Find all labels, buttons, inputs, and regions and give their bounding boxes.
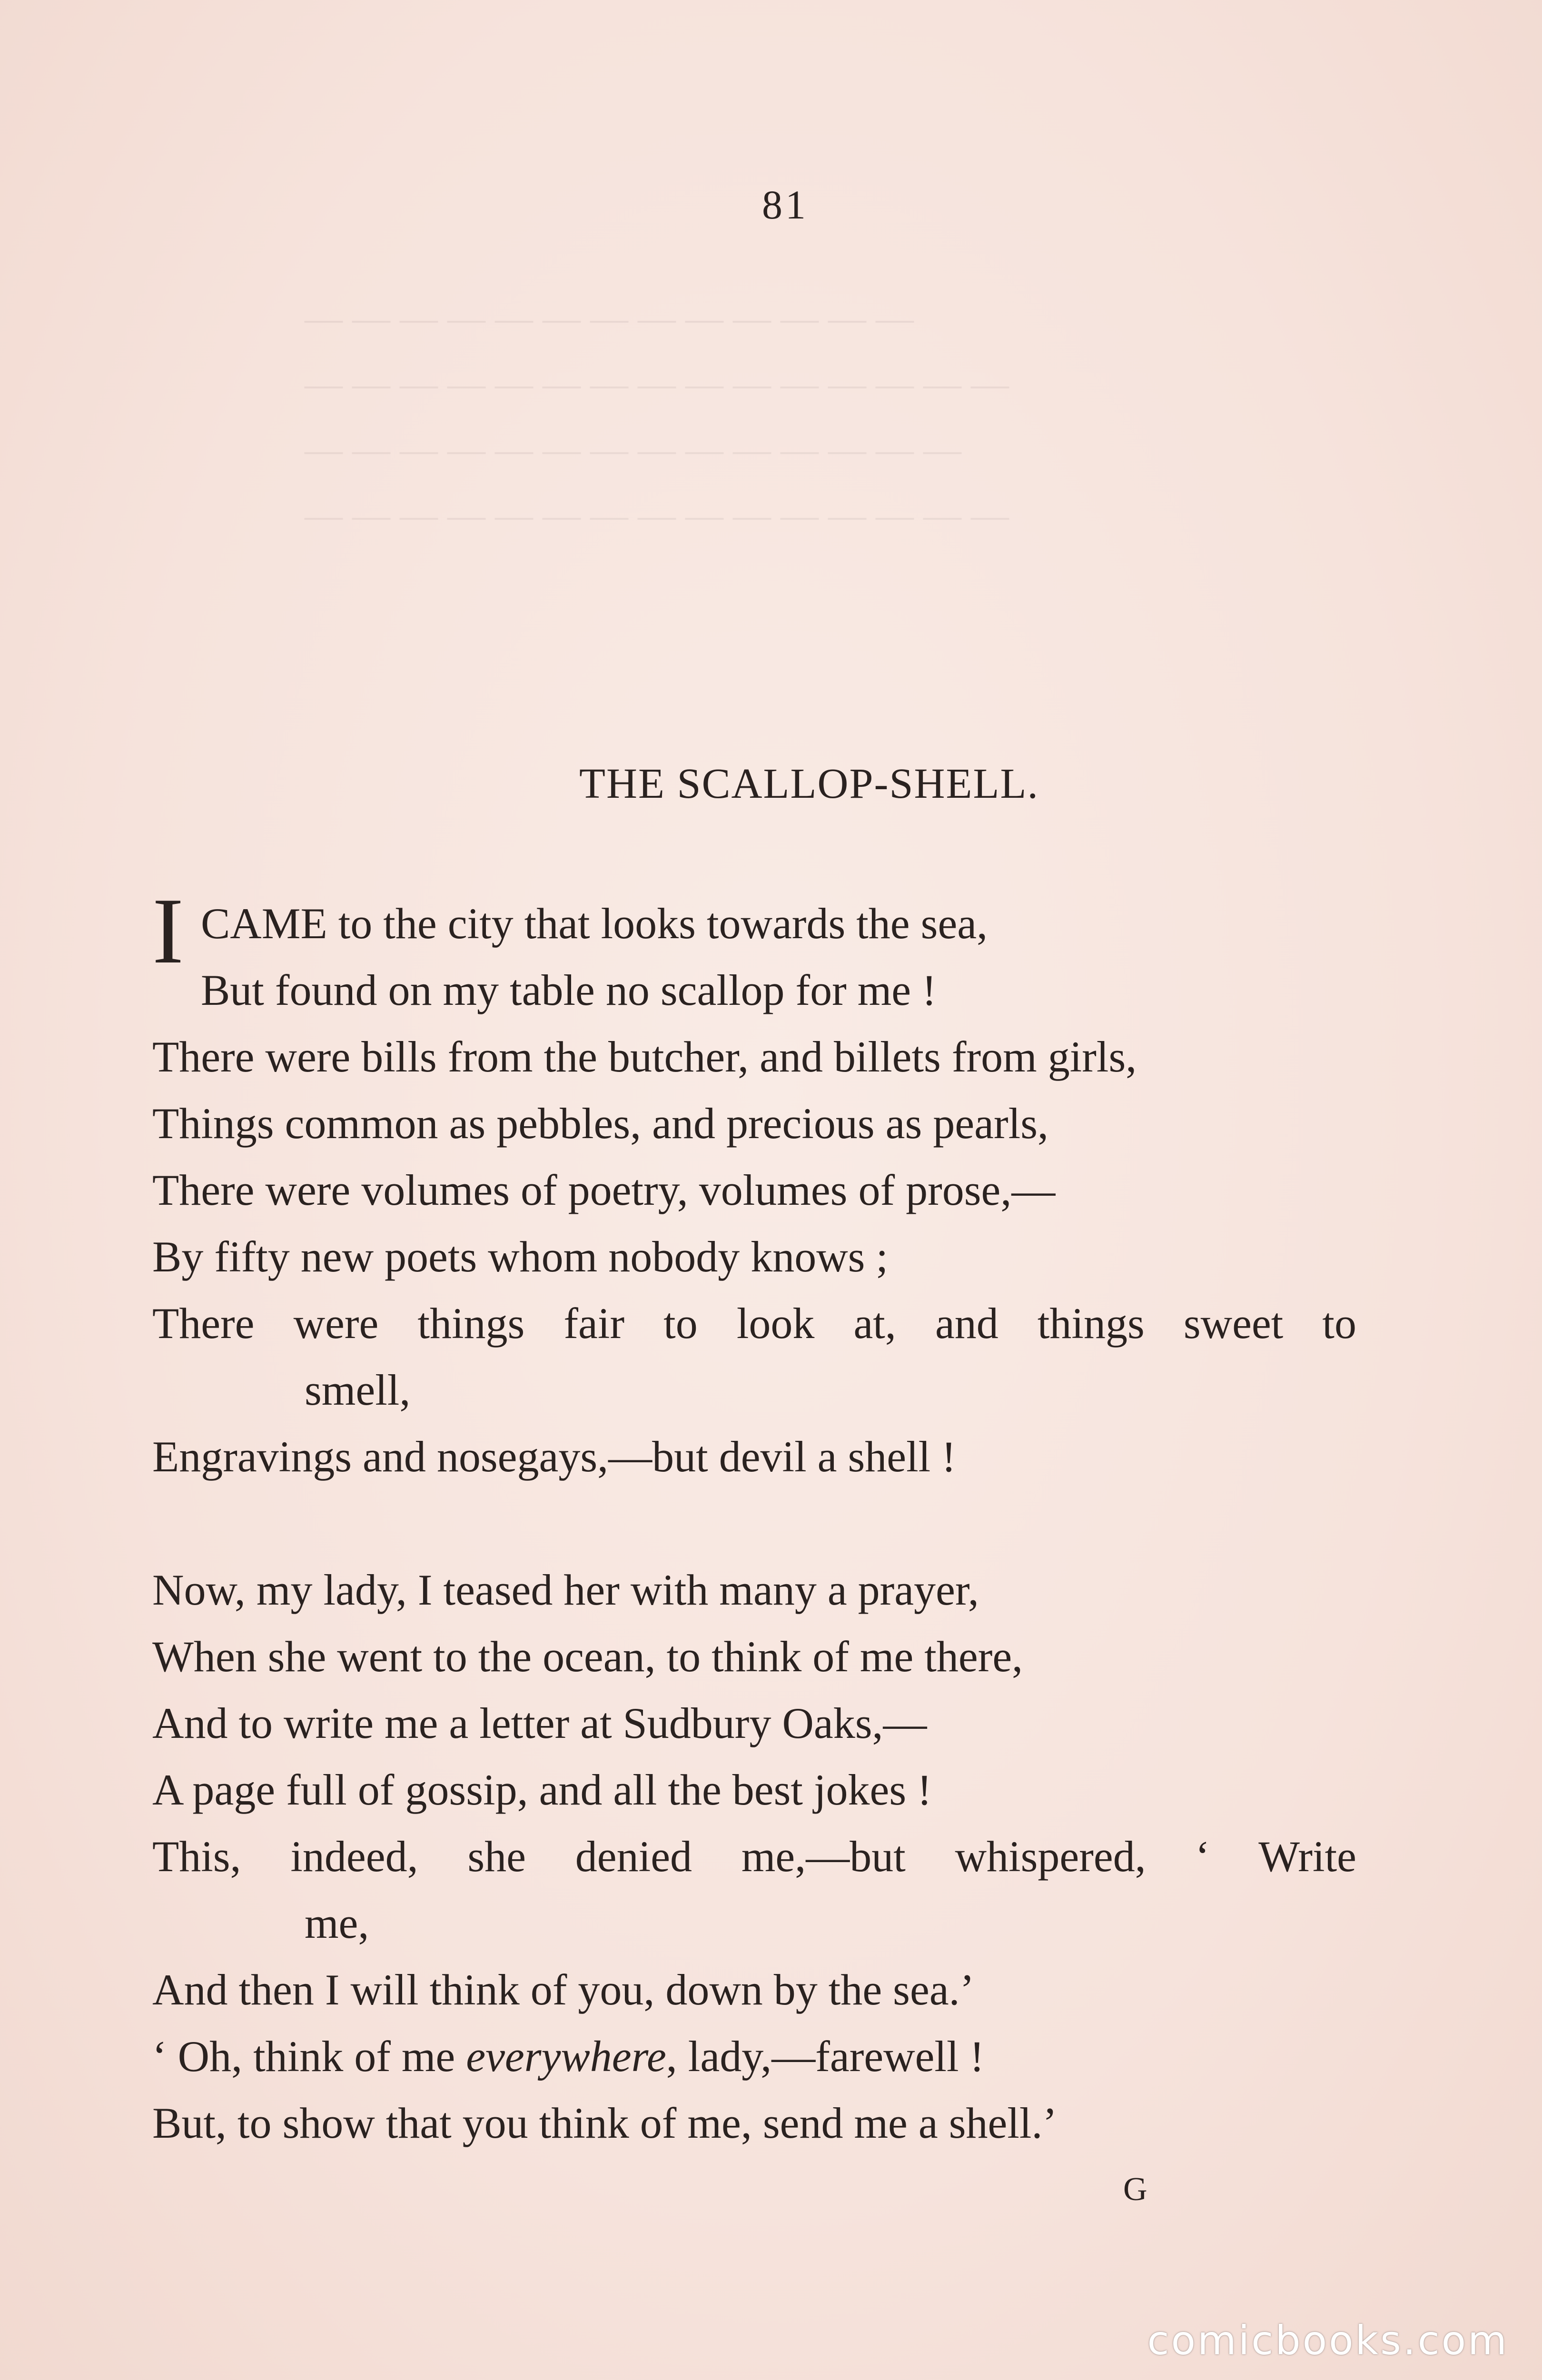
- poem-line: There were bills from the butcher, and billets from girls,: [152, 1032, 1137, 1081]
- poem-line: Now, my lady, I teased her with many a prayer,: [152, 1566, 979, 1614]
- signature-mark: G: [1123, 2171, 1147, 2208]
- poem-line: [152, 2023, 1361, 2090]
- poem-line: There were things fair to look at, and things sweet to: [152, 1299, 1356, 1348]
- poem-line: Things common as pebbles, and precious as pearls,: [152, 1099, 1048, 1148]
- poem-line: This, indeed, she denied me,—but whispered, ‘ Write: [152, 1832, 1356, 1881]
- watermark: comicbooks.com: [1147, 2317, 1509, 2364]
- poem-line: But, to show that you think of me, send me a shell.’: [152, 2099, 1058, 2147]
- poem-line-continuation: me,: [305, 1899, 369, 1947]
- emphasized-word: everywhere: [466, 2032, 666, 2081]
- poem-body: [152, 879, 1361, 2156]
- page-number: 81: [762, 182, 809, 228]
- stanza-2: [152, 1557, 1361, 2156]
- poem-title: THE SCALLOP-SHELL.: [579, 760, 1039, 807]
- poem-line: There were volumes of poetry, volumes of prose,—: [152, 1166, 1056, 1214]
- poem-line: And then I will think of you, down by the sea.’: [152, 1965, 975, 2014]
- drop-cap: I: [152, 879, 184, 983]
- poem-line: When she went to the ocean, to think of me there,: [152, 1632, 1023, 1681]
- poem-line: And to write me a letter at Sudbury Oaks,—: [152, 1699, 927, 1747]
- poem-line: By fifty new poets whom nobody knows ;: [152, 1232, 889, 1281]
- poem-line-part: , lady,—farewell !: [666, 2032, 985, 2081]
- poem-line-continuation: smell,: [305, 1366, 411, 1414]
- poem-line: But found on my table no scallop for me !: [200, 966, 937, 1014]
- poem-line: CAME to the city that looks towards the sea,: [200, 899, 988, 948]
- bleed-through-text: — — — — — — — — — — — — — — — — — — — — — — — — — — — — — — — — — — — — — — — — — — — — — — — — — — — — — — — — —: [305, 298, 1009, 536]
- poem-line-part: ‘ Oh, think of me: [152, 2032, 466, 2081]
- poem-line: A page full of gossip, and all the best jokes !: [152, 1765, 932, 1814]
- stanza-1: [152, 879, 1361, 1490]
- poem-line: Engravings and nosegays,—but devil a shell !: [152, 1432, 956, 1481]
